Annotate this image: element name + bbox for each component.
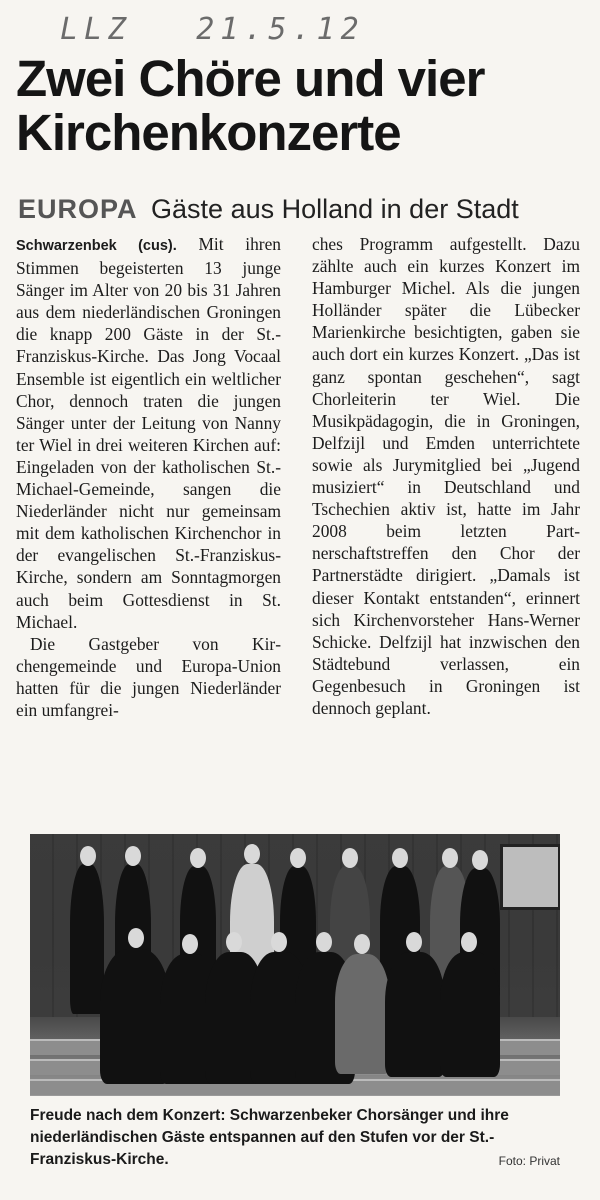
photo-person-head — [342, 848, 358, 868]
photo-church-door — [500, 844, 560, 910]
handwritten-note — [60, 12, 365, 47]
subhead-text: Gäste aus Holland in der Stadt — [151, 194, 519, 224]
article-column-right — [312, 233, 580, 719]
photo-person — [385, 952, 445, 1077]
paragraph-1-text: Mit ihren Stimmen begeisterten 13 junge Sänger im Alter von 20 bis 31 Jahren aus dem niederländischen Groningen die knapp 200 Gäste in der St.-Franziskus-Kirche. Das Jong Vocaal Ensemble ist eigentlich ein weltlicher Chor, dennoch traten die jungen Sänger unter der Leitung von Nanny ter Wiel in drei weiteren Kirchen auf: Eingeladen von der katholischen St.-Michael-Gemeinde, sangen die Niederländer nicht nur gemeinsam mit dem katholischen Kirchenchor in der evangelischen St.-Franziskus-Kirche, sondern am Sonntagmorgen auch beim Gottesdienst in St. Michael. — [16, 234, 281, 632]
photo-person-head — [271, 932, 287, 952]
photo-person — [335, 954, 390, 1074]
photo-person-head — [392, 848, 408, 868]
photo-person — [70, 864, 104, 1014]
photo-person-head — [442, 848, 458, 868]
photo-person-head — [80, 846, 96, 866]
subhead-kicker: EUROPA — [18, 194, 138, 224]
photo-person-head — [406, 932, 422, 952]
photo-person-head — [190, 848, 206, 868]
article-paragraph-3: ches Programm aufgestellt. Dazu zählte auch ein kurzes Konzert im Hamburger Michel. Als die jungen Holländer später die Lübecker Marienkirche besichtigten, gaben sie auch dort ein kurzes Konzert. „Das ist ganz spontan geschehen“, sagt Chorleiterin ter Wiel. Die Musikpädagogin, die in Groningen, Delfzijl und Emden unterrichtete sowie als Jurymitglied bei „Jugend musiziert“ in Deutschland und Tschechien aktiv ist, hatte im Jahr 2008 beim letzten Partnerschaftstreffen den Chor der Partnerstädte dirigiert. „Damals ist dieser Kontakt entstanden“, erinnert sich Kirchenvorsteher Hans-Werner Schicke. Delfzijl hat inzwischen den Städtebund verlassen, ein Gegenbesuch in Groningen ist dennoch geplant. — [312, 234, 580, 718]
photo-person-head — [290, 848, 306, 868]
photo-person-head — [226, 932, 242, 952]
photo-caption: Freude nach dem Konzert: Schwarzenbeker Chorsänger und ihre niederländischen Gäste entspannen auf den Stufen vor der St.-Franziskus-Kirche. — [30, 1107, 509, 1168]
photo-person-head — [125, 846, 141, 866]
choir-photo — [30, 834, 560, 1096]
article-paragraph-1 — [16, 233, 281, 633]
handwritten-date: 21.5.12 — [196, 12, 365, 47]
photo-person-head — [461, 932, 477, 952]
article-paragraph-2: Die Gastgeber von Kirchengemeinde und Europa-Union hatten für die jungen Niederländer ein umfangrei- — [16, 633, 281, 720]
article-headline: Zwei Chöre und vier Kirchenkonzerte — [16, 50, 485, 161]
photo-person-head — [316, 932, 332, 952]
photo-person — [440, 952, 500, 1077]
handwritten-source: LLZ — [60, 12, 133, 47]
article-subhead — [18, 193, 588, 225]
photo-person-head — [354, 934, 370, 954]
photo-person-head — [128, 928, 144, 948]
photo-person-head — [472, 850, 488, 870]
article-column-left — [16, 233, 281, 721]
photo-person-head — [244, 844, 260, 864]
photo-person-head — [182, 934, 198, 954]
photo-credit: Foto: Privat — [498, 1154, 560, 1168]
article-dateline: Schwarzenbek (cus). — [16, 238, 177, 254]
